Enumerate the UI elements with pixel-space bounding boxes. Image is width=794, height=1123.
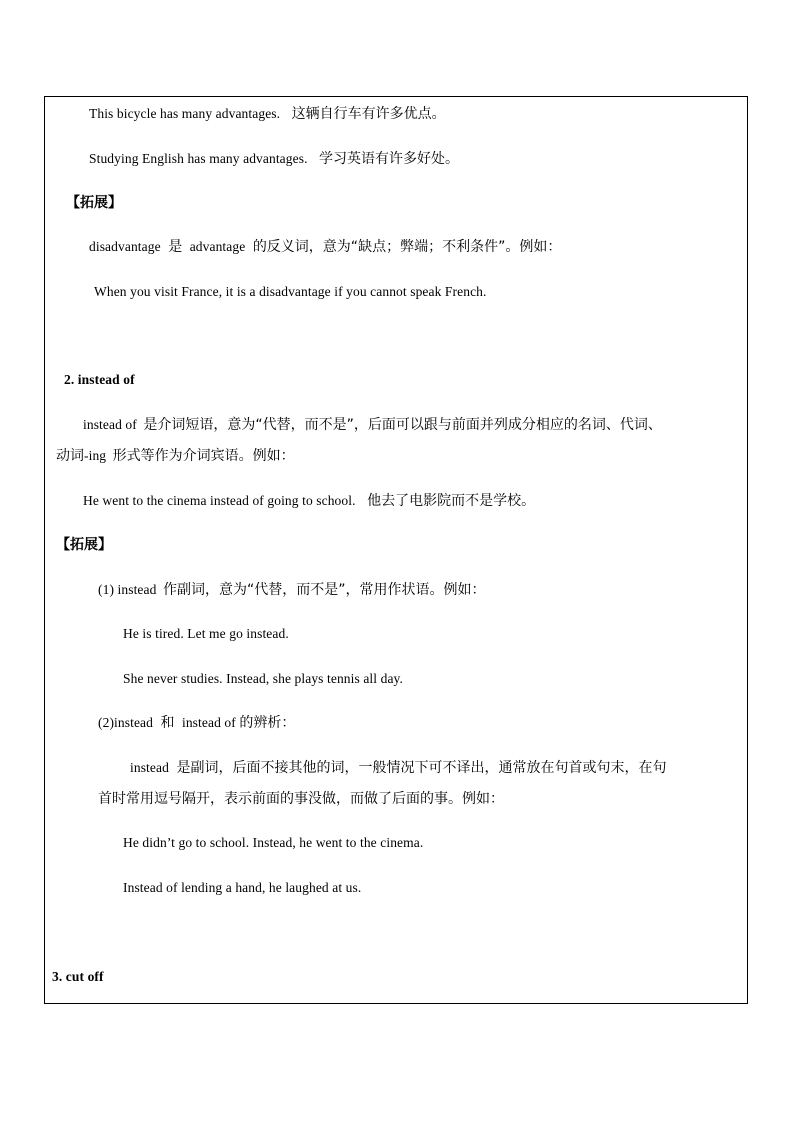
term-instead: instead [130, 760, 169, 775]
point-2-example-1: He didn’t go to school. Instead, he went to the cinema. [123, 835, 424, 850]
example-english: This bicycle has many advantages. [89, 106, 281, 121]
example-sentence-2 [89, 149, 459, 170]
point-2-text-line-1: instead 是副词，后面不接其他的词，一般情况下可不译出，通常放在句首或句末，在句 [130, 760, 667, 776]
point-1-example-2: She never studies. Instead, she plays tennis all day. [123, 671, 403, 686]
term-disadvantage: disadvantage [89, 239, 161, 254]
point-number: (2)instead [98, 715, 153, 730]
definition-line-2: 动词-ing 形式等作为介词宾语。例如： [56, 448, 295, 464]
term-advantage: advantage [189, 239, 246, 254]
extend-heading-2: 【拓展】 [56, 537, 112, 553]
point-2-text-line-2: 首时常用逗号隔开，表示前面的事没做，而做了后面的事。例如： [98, 791, 504, 807]
extend-paragraph: disadvantage 是 advantage 的反义词，意为“缺点；弊端；不利条件”。例如： [89, 239, 562, 255]
section-heading-cut-off: 3. cut off [52, 969, 104, 984]
point-1-example-1: He is tired. Let me go instead. [123, 626, 289, 641]
extend-heading: 【拓展】 [66, 195, 122, 211]
example-chinese: 他去了电影院而不是学校。 [367, 493, 536, 509]
extend-example: When you visit France, it is a disadvantage if you cannot speak French. [94, 284, 487, 299]
example-english: He went to the cinema instead of going to school. [83, 493, 356, 508]
example-english: Studying English has many advantages. [89, 151, 308, 166]
example-sentence-1 [89, 104, 446, 125]
example-sentence-3 [83, 491, 535, 512]
term-instead-of: instead of [83, 417, 137, 432]
definition-line-1: instead of 是介词短语，意为“代替，而不是”，后面可以跟与前面并列成分相应的名词、代词、 [83, 417, 662, 433]
point-1: (1) instead 作副词，意为“代替，而不是”，常用作状语。例如： [98, 582, 486, 598]
example-chinese: 学习英语有许多好处。 [319, 151, 460, 167]
section-heading-instead-of: 2. instead of [64, 372, 135, 387]
content-box [44, 96, 748, 1004]
point-2: (2)instead 和 instead of 的辨析： [98, 715, 296, 731]
point-number: (1) instead [98, 582, 157, 597]
point-2-example-2: Instead of lending a hand, he laughed at us. [123, 880, 362, 895]
example-chinese: 这辆自行车有许多优点。 [291, 106, 446, 122]
